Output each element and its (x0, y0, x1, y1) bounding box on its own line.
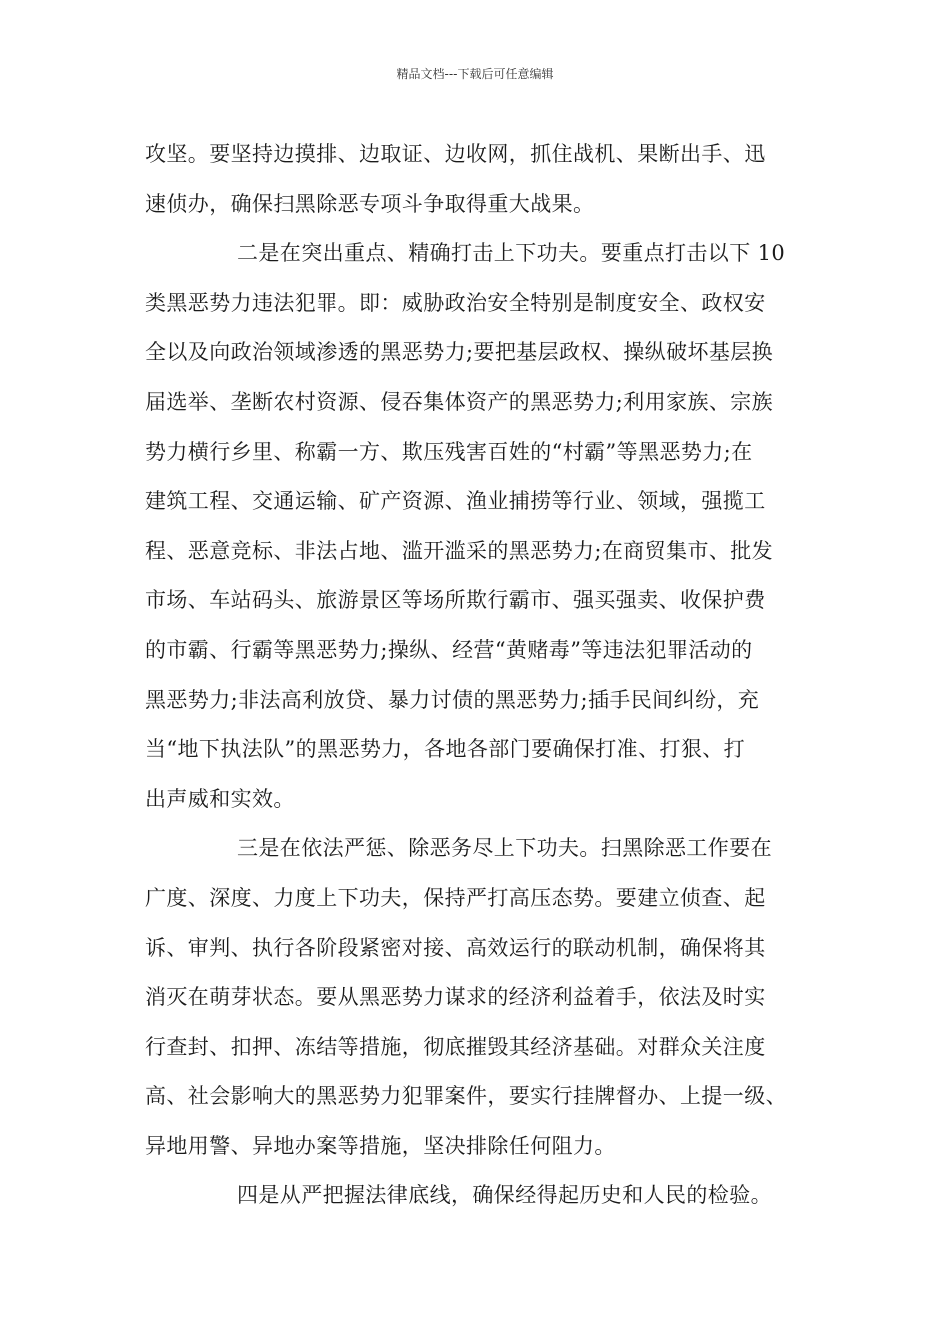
text-line: 广度、深度、力度上下功夫，保持严打高压态势。要建立侦查、起 (145, 885, 766, 910)
text-line: 届选举、垄断农村资源、侵吞集体资产的黑恶势力;利用家族、宗族 (145, 389, 774, 414)
document-body (145, 130, 825, 1221)
text-line: 势力横行乡里、称霸一方、欺压残害百姓的“村霸”等黑恶势力;在 (145, 439, 753, 464)
text-line: 市场、车站码头、旅游景区等场所欺行霸市、强买强卖、收保护费 (145, 588, 766, 613)
text-line: 攻坚。要坚持边摸排、边取证、边收网，抓住战机、果断出手、迅 (145, 142, 766, 166)
text-line: 行查封、扣押、冻结等措施，彻底摧毁其经济基础。对群众关注度 (145, 1034, 766, 1059)
paragraph-first-line: 三是在依法严惩、除恶务尽上下功夫。扫黑除恶工作要在 (237, 836, 772, 861)
text-line: 出声威和实效。 (145, 786, 295, 811)
text-line: 黑恶势力;非法高利放贷、暴力讨债的黑恶势力;插手民间纠纷，充 (145, 687, 760, 712)
text-line: 速侦办，确保扫黑除恶专项斗争取得重大战果。 (145, 191, 595, 216)
text-line: 程、恶意竞标、非法占地、滥开滥采的黑恶势力;在商贸集市、批发 (145, 538, 774, 563)
text-line: 高、社会影响大的黑恶势力犯罪案件，要实行挂牌督办、上提一级、 (145, 1084, 787, 1109)
text-line: 诉、审判、执行各阶段紧密对接、高效运行的联动机制，确保将其 (145, 935, 766, 960)
paragraph-first-line: 二是在突出重点、精确打击上下功夫。要重点打击以下 10 (237, 241, 786, 266)
text-line: 建筑工程、交通运输、矿产资源、渔业捕捞等行业、领域，强揽工 (145, 489, 766, 514)
text-line: 消灭在萌芽状态。要从黑恶势力谋求的经济利益着手，依法及时实 (145, 985, 766, 1010)
text-line: 类黑恶势力违法犯罪。即：威胁政治安全特别是制度安全、政权安 (145, 290, 766, 315)
page-header: 精品文档---下载后可任意编辑 (396, 67, 554, 81)
paragraph-first-line: 四是从严把握法律底线，确保经得起历史和人民的检验。 (237, 1183, 772, 1208)
text-line: 异地用警、异地办案等措施，坚决排除任何阻力。 (145, 1133, 616, 1158)
text-line: 当“地下执法队”的黑恶势力，各地各部门要确保打准、打狠、打 (145, 737, 746, 762)
text-line: 全以及向政治领域渗透的黑恶势力;要把基层政权、操纵破坏基层换 (145, 340, 774, 365)
text-line: 的市霸、行霸等黑恶势力;操纵、经营“黄赌毒”等违法犯罪活动的 (145, 637, 753, 662)
